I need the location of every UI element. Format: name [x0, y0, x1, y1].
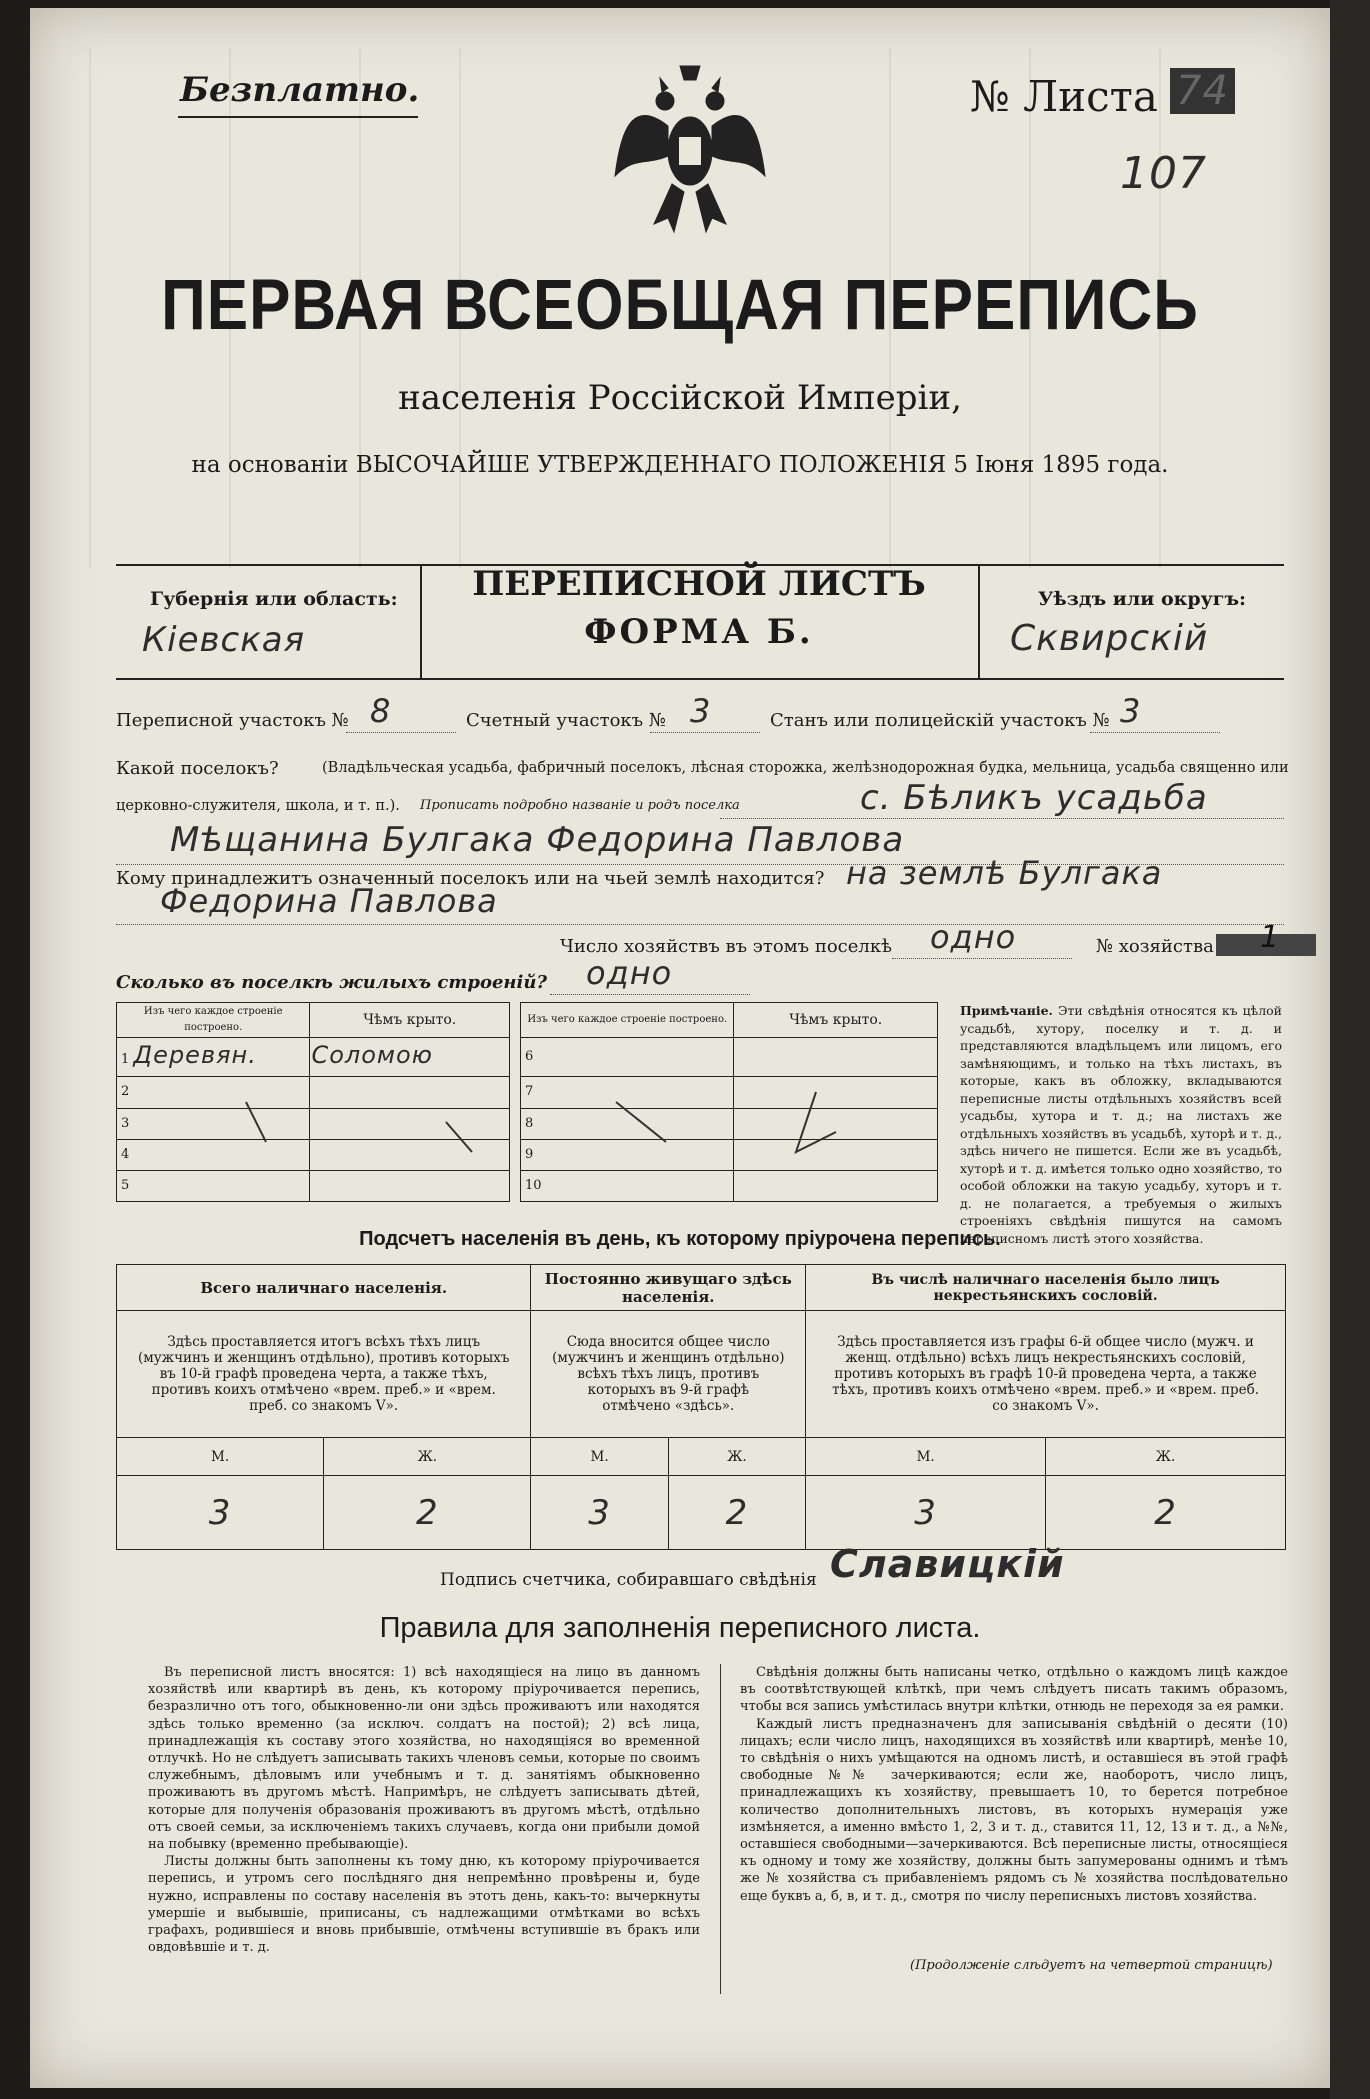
f-header: Ж. — [324, 1438, 531, 1476]
poselok-question: Какой поселокъ? — [116, 758, 279, 779]
nonpeasant-m-value: 3 — [806, 1476, 1046, 1550]
poselok-hint3: Прописать подробно названіе и родъ поселка — [420, 798, 740, 813]
rules-divider — [720, 1664, 722, 1994]
col1-text: Здѣсь проставляется итогъ всѣхъ тѣхъ лицъ (мужчинъ и женщинъ отдѣльно), противъ которыхъ въ 10-й графѣ проведена черта, а также тѣхъ, противъ коихъ отмѣчено «врем. преб.» и «врем. преб. со знакомъ V». — [117, 1311, 531, 1438]
schetny-label: Счетный участокъ № — [466, 710, 666, 731]
sheet-number-struck: 74 — [1170, 68, 1235, 114]
total-m-value: 3 — [117, 1476, 324, 1550]
sheet-number-label: № Листа — [970, 72, 1158, 121]
census-sheet — [30, 8, 1330, 2088]
uezd-value: Сквирскій — [1010, 618, 1209, 659]
note-text: Эти свѣдѣнія относятся къ цѣлой усадьбѣ, хутору, поселку и т. д. и представляются владѣльцемъ или лицомъ, его замѣняющимъ, и только на тѣхъ листахъ, въ которые, какъ въ обложку, вкладываются переписные листы отдѣльныхъ хозяйствъ всей усадьбы, хутора и т. д.; на листахъ же отдѣльныхъ хозяйствъ въ усадьбѣ, хуторѣ и т. д., здѣсь ничего не пишется. Если же въ усадьбѣ, хуторѣ и т. д. имѣется только одно хозяйство, то особой обложки на такую усадьбу, хуторъ и т. д. не полагается, а требуемыя о жилыхъ строеніяхъ свѣдѣнія пишутся на самомъ переписномъ листѣ этого хозяйства. — [960, 1003, 1282, 1246]
free-underline — [178, 116, 418, 118]
rules-heading: Правила для заполненія переписного листа. — [379, 1612, 981, 1644]
guberniya-label: Губернія или область: — [150, 588, 398, 610]
rules-right — [740, 1664, 1288, 1905]
owner-value2: Федорина Павлова — [160, 882, 498, 920]
row1-material: Деревян. — [133, 1040, 257, 1069]
note-block — [960, 1002, 1282, 1247]
households-label: Число хозяйствъ въ этомъ поселкѣ — [560, 936, 892, 957]
rules-left-p1: Въ переписной листъ вносятся: 1) всѣ находящіеся на лицо въ данномъ хозяйствѣ или квартирѣ въ день, къ которому пріурочивается перепись, безразлично отъ того, обыкновенно-ли они здѣсь проживаютъ или находятся здѣсь только временно (за исключ. солдатъ на постой); 2) всѣ лица, принадлежащія къ составу этого хозяйства, но находящіяся во временной отлучкѣ. Но не слѣдуетъ записывать такихъ членовъ семьи, которые по своимъ служебнымъ, дѣловымъ или учебнымъ и т. д. занятіямъ обыкновенно проживаютъ въ другомъ мѣстѣ. Напримѣръ, не слѣдуетъ записывать дѣтей, которые для полученія образованія проживаютъ въ другомъ мѣстѣ, отдѣльно отъ своей семьи, за исключеніемъ такихъ случаевъ, когда они прибыли домой на побывку (временно пребывающіе). — [148, 1665, 700, 1853]
buildings-value: одно — [586, 954, 673, 992]
buildings-question: Сколько въ поселкѣ жилыхъ строеній? — [116, 972, 548, 993]
form-type: ФОРМА Б. — [584, 612, 814, 652]
table-row: 2 7 — [117, 1077, 938, 1108]
col3-title: Въ числѣ наличнаго населенія было лицъ некрестьянскихъ сословій. — [806, 1265, 1286, 1311]
col-material-right: Изъ чего каждое строеніе построено. — [520, 1003, 734, 1038]
col2-title: Постоянно живущаго здѣсь населенія. — [531, 1265, 806, 1311]
rules-right-p1: Свѣдѣнія должны быть написаны четко, отдѣльно о каждомъ лицѣ каждое въ соотвѣтствующей клѣткѣ, при чемъ слѣдуетъ писать такимъ образомъ, чтобы вся запись умѣстилась внутри клѣтки, отнюдь не переходя за ея рамки. — [740, 1665, 1288, 1715]
col-roof-right: Чѣмъ крыто. — [734, 1003, 938, 1038]
col-material-left: Изъ чего каждое строеніе построено. — [117, 1003, 310, 1038]
nonpeasant-f-value: 2 — [1046, 1476, 1286, 1550]
owner-question: Кому принадлежитъ означенный поселокъ или на чьей землѣ находится? — [116, 868, 825, 889]
f-header: Ж. — [1046, 1438, 1286, 1476]
form-name: ПЕРЕПИСНОЙ ЛИСТЪ — [472, 564, 926, 604]
table-row: 3 8 — [117, 1108, 938, 1139]
table-row: 5 10 — [117, 1170, 938, 1201]
household-no-label: № хозяйства — [1096, 936, 1214, 957]
owner-value1: на землѣ Булгака — [846, 854, 1163, 892]
poselok-hint1: (Владѣльческая усадьба, фабричный поселокъ, лѣсная сторожка, желѣзнодорожная будка, мельница, усадьба священно или — [322, 760, 1289, 776]
poselok-hint2: церковно-служителя, школа, и т. п.). — [116, 798, 400, 814]
uchastok-value: 8 — [370, 692, 392, 730]
households-value: одно — [930, 918, 1017, 956]
coat-of-arms-icon — [610, 56, 770, 246]
permanent-f-value: 2 — [668, 1476, 805, 1550]
rules-left — [148, 1664, 700, 1956]
main-title: ПЕРВАЯ ВСЕОБЩАЯ ПЕРЕПИСЬ — [161, 265, 1199, 346]
permanent-m-value: 3 — [531, 1476, 668, 1550]
m-header: М. — [531, 1438, 668, 1476]
col3-text: Здѣсь проставляется изъ графы 6-й общее число (мужч. и женщ. отдѣльно) всѣхъ лицъ некрестьянскихъ сословій, противъ которыхъ въ графѣ 10-й проведена черта, а также тѣхъ, противъ коихъ отмѣчено «врем. преб.» и «врем. преб. со знакомъ V». — [806, 1311, 1286, 1438]
stan-label: Станъ или полицейскій участокъ № — [770, 710, 1110, 731]
signature-label: Подпись счетчика, собиравшаго свѣдѣнія — [440, 1570, 817, 1590]
free-label: Безплатно. — [180, 70, 420, 110]
count-heading: Подсчетъ населенія въ день, къ которому пріурочена перепись. — [359, 1228, 1001, 1250]
f-header: Ж. — [668, 1438, 805, 1476]
basis-line: на основаніи ВЫСОЧАЙШЕ УТВЕРЖДЕННАГО ПОЛОЖЕНІЯ 5 Іюня 1895 года. — [191, 452, 1169, 478]
m-header: М. — [806, 1438, 1046, 1476]
total-f-value: 2 — [324, 1476, 531, 1550]
schetny-value: 3 — [690, 692, 712, 730]
stan-value: 3 — [1120, 692, 1142, 730]
rules-right-p2: Каждый листъ предназначенъ для записыванія свѣдѣній о десяти (10) лицахъ; если число лицъ, находящихся въ хозяйствѣ или квартирѣ, менѣе 10, то свѣдѣнія о нихъ умѣщаются на одномъ листѣ, и оставшіеся въ этой графѣ свободные №№ зачеркиваются; если же, наоборотъ, число лицъ, принадлежащихъ къ хозяйству, превышаетъ 10, то берется потребное количество дополнительныхъ листовъ, въ которыхъ нумерація уже измѣняется, а именно вмѣсто 1, 2, 3 и т. д., ставится 11, 12, 13 и т. д., а №№, оставшіеся свободными—зачеркиваются. Всѣ переписные листы, относящіеся къ одному и тому же хозяйству, должны быть запумерованы однимъ и тѣмъ же № хозяйства съ прибавленіемъ рядомъ съ № хозяйства послѣдовательно еще буквъ а, б, в, и т. д., смотря по числу переписныхъ листовъ хозяйства. — [740, 1716, 1288, 1904]
poselok-value2: Мѣщанина Булгака Федорина Павлова — [170, 820, 905, 860]
col-roof-left: Чѣмъ крыто. — [310, 1003, 509, 1038]
rules-left-p2: Листы должны быть заполнены къ тому дню, къ которому пріурочивается перепись, и утромъ сего послѣдняго дня непремѣнно провѣрены и, буде нужно, исправлены по составу населенія въ этотъ день, какъ-то: вычеркнуты умершіе и выбывшіе, приписаны, съ надлежащими отмѣтками во всѣхъ графахъ, родившіеся и вновь прибывшіе, отмѣчены вступившіе въ бракъ или овдовѣвшіе и т. д. — [148, 1854, 700, 1956]
row1-roof: Соломою — [311, 1040, 433, 1069]
col2-text: Сюда вносится общее число (мужчинъ и женщинъ отдѣльно) всѣхъ тѣхъ лицъ, противъ которыхъ въ 9-й графѣ отмѣчено «здѣсь». — [531, 1311, 806, 1438]
table-row: 1 Деревян. Соломою 6 — [117, 1038, 938, 1077]
count-table — [116, 1264, 1286, 1550]
uchastok-label: Переписной участокъ № — [116, 710, 349, 731]
household-no-value: 1 — [1260, 920, 1281, 955]
note-lead: Примѣчаніе. — [960, 1003, 1053, 1018]
col1-title: Всего наличнаго населенія. — [117, 1265, 531, 1311]
table-row: 4 9 — [117, 1139, 938, 1170]
subtitle: населенія Россійской Имперіи, — [398, 378, 962, 418]
poselok-value1: с. Бѣликъ усадьба — [860, 778, 1208, 818]
scan-edge — [1330, 0, 1370, 2099]
rules-continued: (Продолженіе слѣдуетъ на четвертой страницѣ) — [910, 1958, 1273, 1973]
sheet-number-handwritten: 107 — [1120, 148, 1207, 199]
strike-marks — [116, 1002, 938, 1202]
guberniya-value: Кіевская — [142, 620, 306, 660]
signature-value: Славицкій — [830, 1542, 1065, 1586]
uezd-label: Уѣздъ или округъ: — [1038, 588, 1247, 610]
m-header: М. — [117, 1438, 324, 1476]
